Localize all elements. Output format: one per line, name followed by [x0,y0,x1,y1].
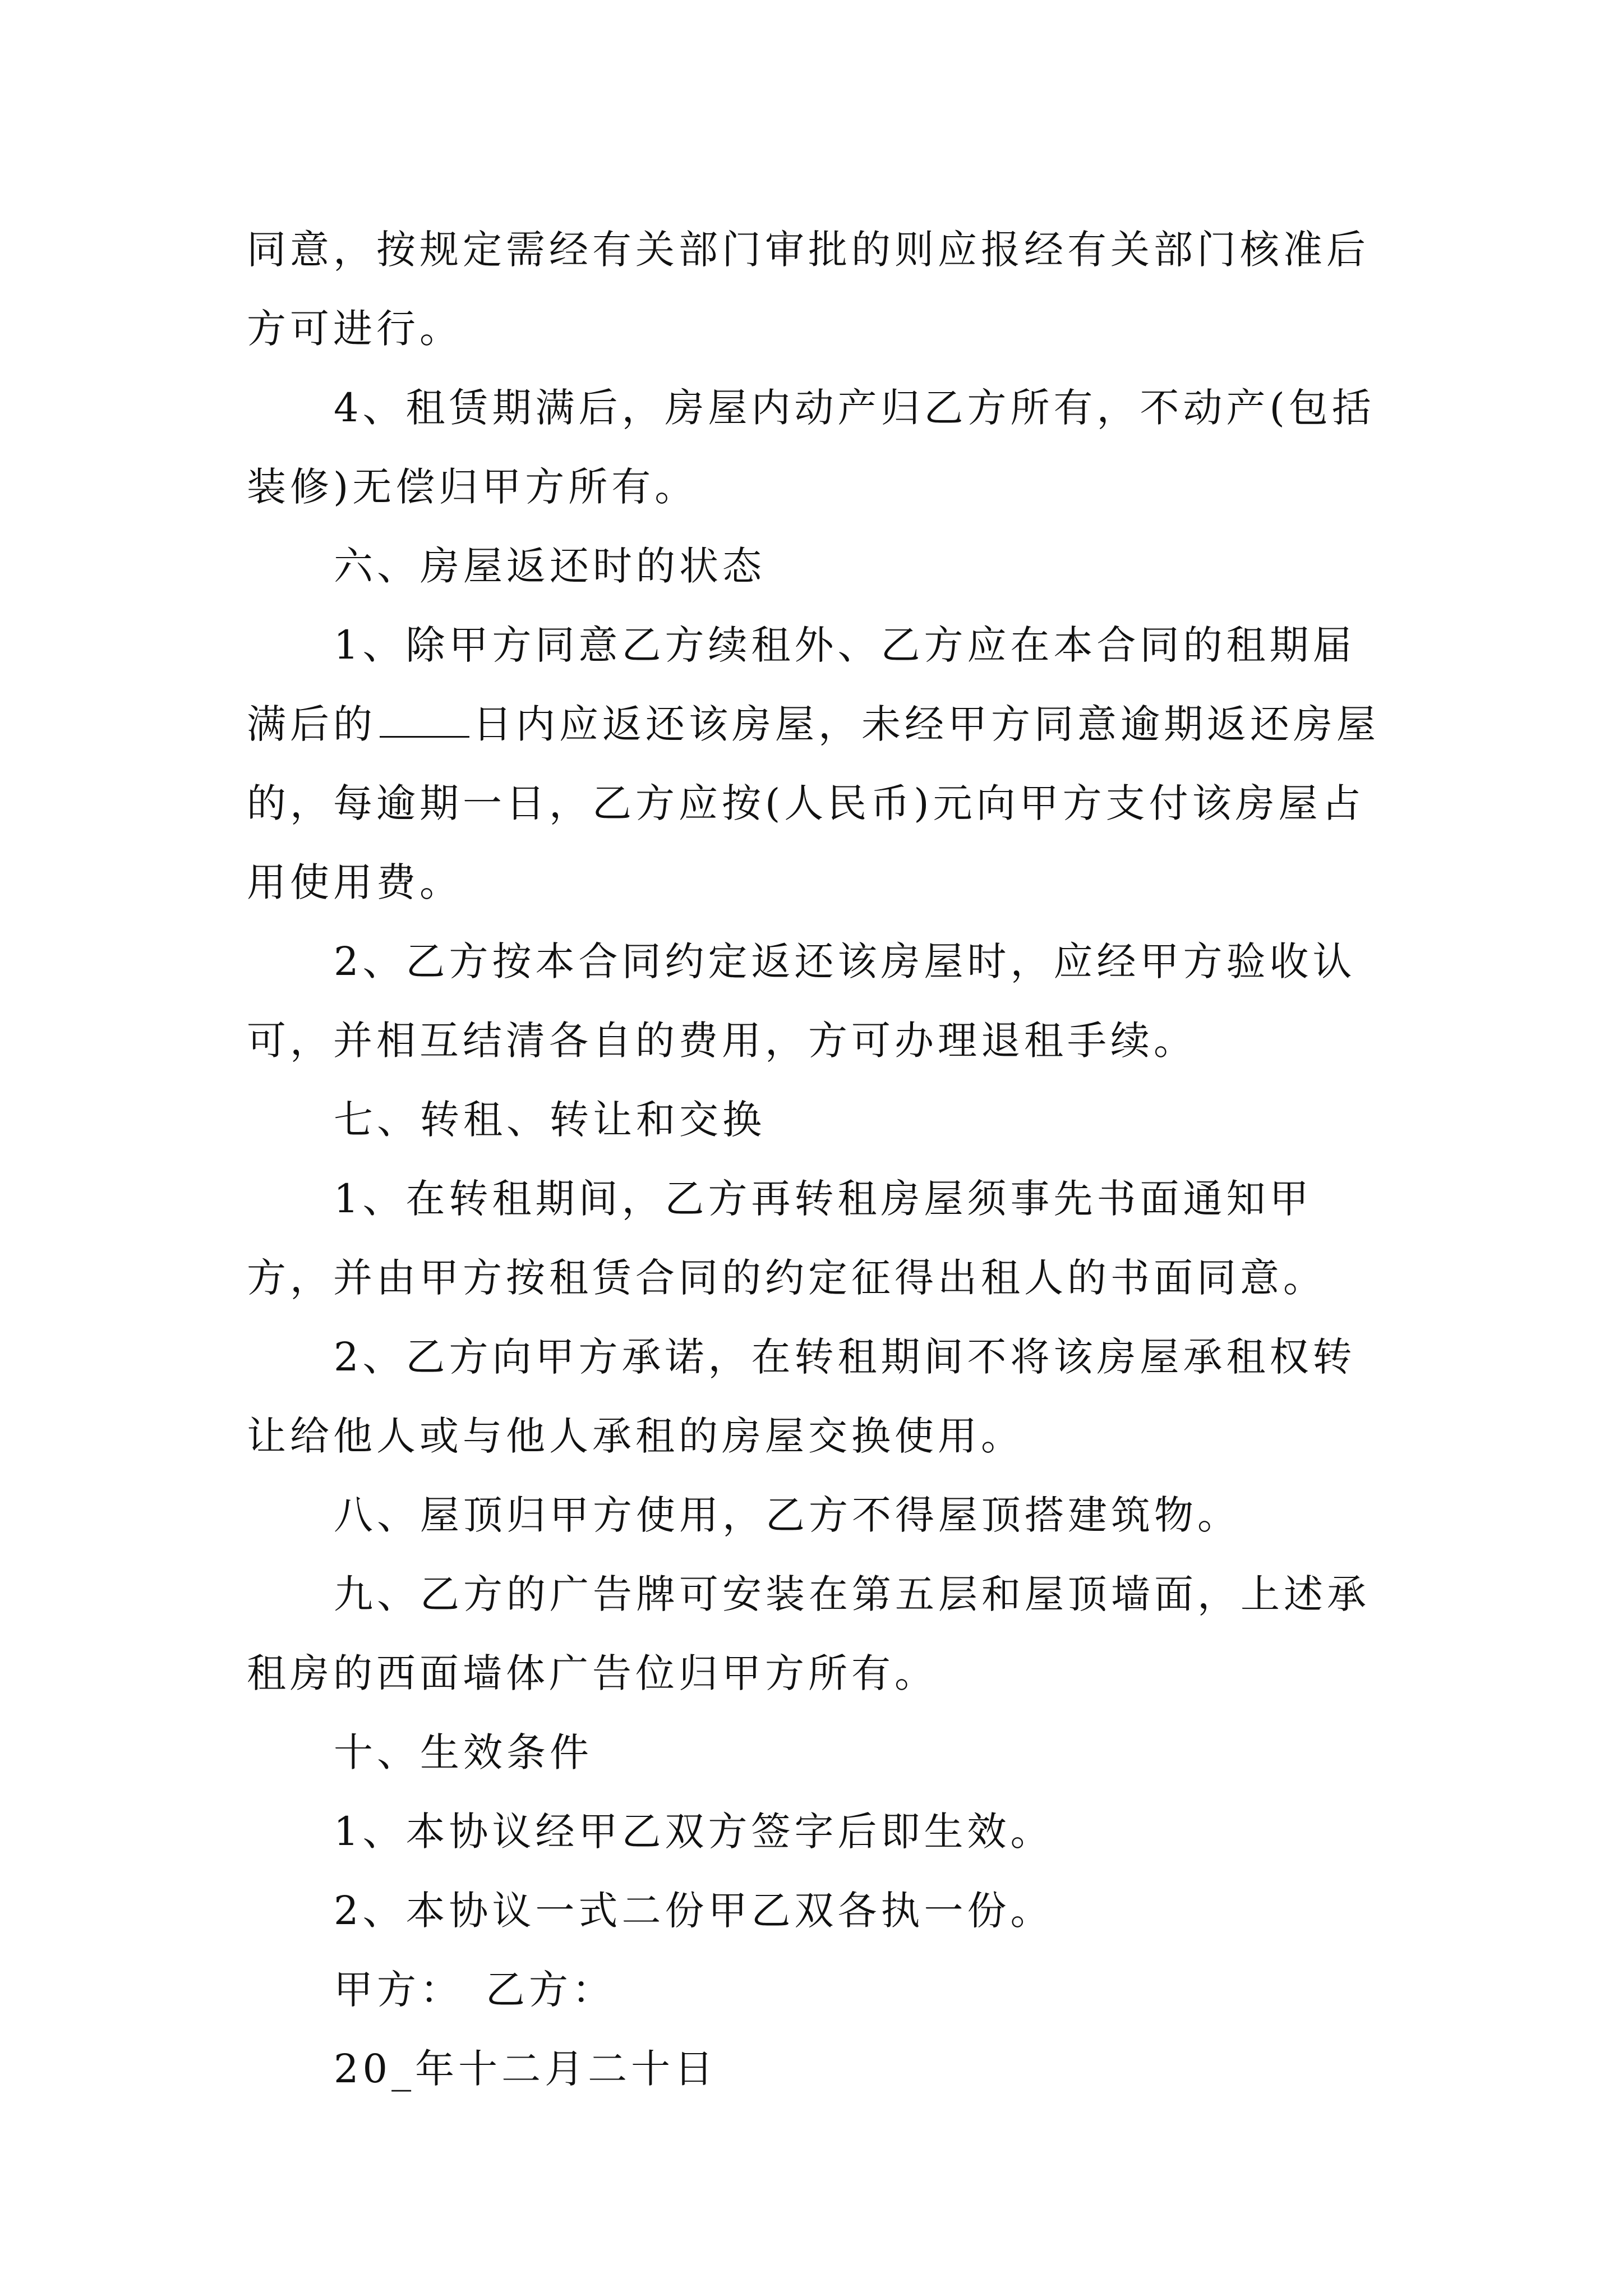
paragraph-effect-clause-2: 2、本协议一式二份甲乙双各执一份。 [334,1888,1054,1934]
return-clause-part-2: 日内应返还该房屋，未经甲方同意逾期返还房屋的，每逾期一日，乙方应按(人民币)元向甲方支付该房屋占用使用费。 [247,701,1380,905]
signature-row [334,1950,1391,2030]
return-clause-part-1: 1、除甲方同意乙方续租外、乙方应在本合同的租期届满后的 [247,622,1356,747]
section-heading-9: 九、乙方的广告牌可安装在第五层和屋顶墙面，上述承租房的西面墙体广告位归甲方所有。 [247,1571,1370,1696]
paragraph-return-clause-2: 2、乙方按本合同约定返还该房屋时，应经甲方验收认可，并相互结清各自的费用，方可办理退租手续。 [247,938,1356,1064]
paragraph-effect-clause-1: 1、本协议经甲乙双方签字后即生效。 [334,1809,1054,1855]
section-heading-8: 八、屋顶归甲方使用，乙方不得屋顶搭建筑物。 [334,1492,1241,1538]
paragraph-clause-4: 4、租赁期满后，房屋内动产归乙方所有，不动产(包括装修)无偿归甲方所有。 [247,385,1375,510]
paragraph-sublease-clause-1: 1、在转租期间，乙方再转租房屋须事先书面通知甲方，并由甲方按租赁合同的约定征得出租人的书面同意。 [247,1176,1326,1301]
paragraph-approval-continued: 同意，按规定需经有关部门审批的则应报经有关部门核准后方可进行。 [247,227,1370,352]
party-a-signature-label: 甲方： [334,1967,463,2013]
section-heading-6: 六、房屋返还时的状态 [334,543,766,589]
section-heading-10: 十、生效条件 [334,1729,593,1775]
paragraph-return-clause-1 [247,606,1391,922]
party-b-signature-label: 乙方： [486,1967,615,2013]
section-heading-7: 七、转租、转让和交换 [334,1097,766,1143]
document-body [247,210,1391,2109]
days-blank-field [380,699,469,738]
document-date: 20_年十二月二十日 [334,2046,718,2092]
paragraph-sublease-clause-2: 2、乙方向甲方承诺，在转租期间不将该房屋承租权转让给他人或与他人承租的房屋交换使用。 [247,1334,1356,1459]
